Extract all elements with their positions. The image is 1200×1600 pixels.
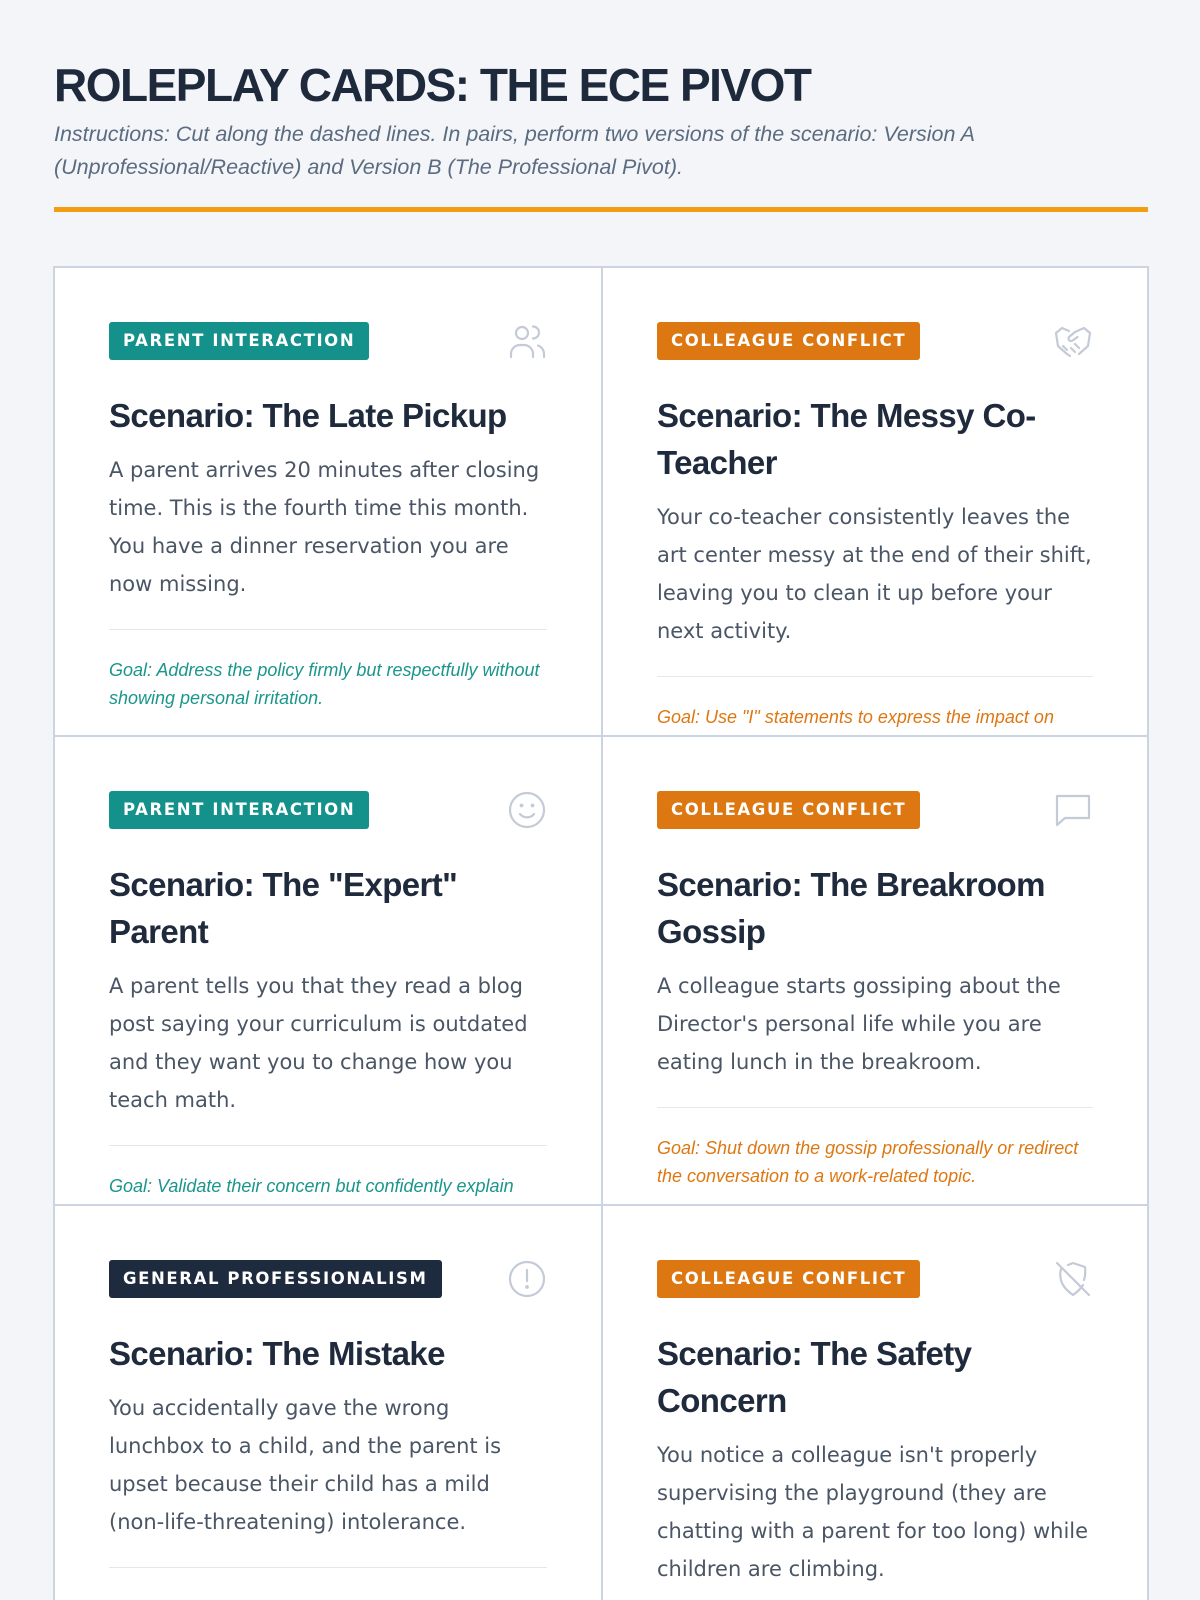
category-tag: PARENT INTERACTION xyxy=(109,791,369,829)
card-description: Your co-teacher consistently leaves the art center messy at the end of their shift, leaving you to clean it up before your next activity. xyxy=(657,505,1092,643)
scenario-card-breakroom-gossip xyxy=(601,735,1149,1206)
users-icon xyxy=(507,321,547,361)
card-goal: Goal: Validate their concern but confidently explain xyxy=(109,1176,514,1196)
scenario-card-expert-parent xyxy=(53,735,603,1206)
chat-bubble-icon xyxy=(1053,790,1093,830)
card-description: You notice a colleague isn't properly supervising the playground (they are chatting with a parent for too long) while children are climbing. xyxy=(657,1443,1089,1581)
card-description: A parent tells you that they read a blog post saying your curriculum is outdated and they want you to change how you teach math. xyxy=(109,974,528,1112)
header-divider xyxy=(54,207,1148,212)
scenario-card-the-mistake xyxy=(53,1204,603,1600)
card-goal: Goal: Shut down the gossip professionally or redirect the conversation to a work-related topic. xyxy=(657,1138,1079,1186)
instructions-text: Instructions: Cut along the dashed lines. In pairs, perform two versions of the scenario: Version A (Unprofessional/Reactive) and Version B (The Professional Pivot). xyxy=(54,122,975,179)
scenario-card-safety-concern xyxy=(601,1204,1149,1600)
card-divider xyxy=(657,676,1093,677)
card-description: You accidentally gave the wrong lunchbox to a child, and the parent is upset because their child has a mild (non-life-threatening) intolerance. xyxy=(109,1396,502,1534)
card-title: Scenario: The Mistake xyxy=(109,1335,445,1372)
scenario-card-messy-co-teacher xyxy=(601,266,1149,737)
card-divider xyxy=(109,629,547,630)
card-title: Scenario: The Late Pickup xyxy=(109,397,507,434)
category-tag: COLLEAGUE CONFLICT xyxy=(657,1260,920,1298)
page-title: ROLEPLAY CARDS: THE ECE PIVOT xyxy=(54,59,811,111)
category-tag: COLLEAGUE CONFLICT xyxy=(657,791,920,829)
card-divider xyxy=(109,1567,547,1568)
shield-off-icon xyxy=(1053,1259,1093,1299)
category-tag: GENERAL PROFESSIONALISM xyxy=(109,1260,442,1298)
card-goal: Goal: Address the policy firmly but respectfully without showing personal irritation. xyxy=(109,660,540,708)
page-header xyxy=(54,58,1148,184)
category-tag: COLLEAGUE CONFLICT xyxy=(657,322,920,360)
alert-circle-icon xyxy=(507,1259,547,1299)
handshake-icon xyxy=(1053,321,1093,361)
smile-icon xyxy=(507,790,547,830)
card-divider xyxy=(657,1107,1093,1108)
card-description: A colleague starts gossiping about the Director's personal life while you are eating lunch in the breakroom. xyxy=(657,974,1061,1074)
card-title: Scenario: The Messy Co-Teacher xyxy=(657,397,1036,481)
scenario-card-late-pickup xyxy=(53,266,603,737)
card-title: Scenario: The "Expert" Parent xyxy=(109,866,458,950)
card-grid xyxy=(54,267,1148,1600)
card-title: Scenario: The Breakroom Gossip xyxy=(657,866,1045,950)
card-divider xyxy=(109,1145,547,1146)
card-description: A parent arrives 20 minutes after closing time. This is the fourth time this month. You have a dinner reservation you are now missing. xyxy=(109,458,540,596)
category-tag: PARENT INTERACTION xyxy=(109,322,369,360)
card-title: Scenario: The Safety Concern xyxy=(657,1335,972,1419)
card-goal: Goal: Use "I" statements to express the impact on xyxy=(657,707,1054,727)
